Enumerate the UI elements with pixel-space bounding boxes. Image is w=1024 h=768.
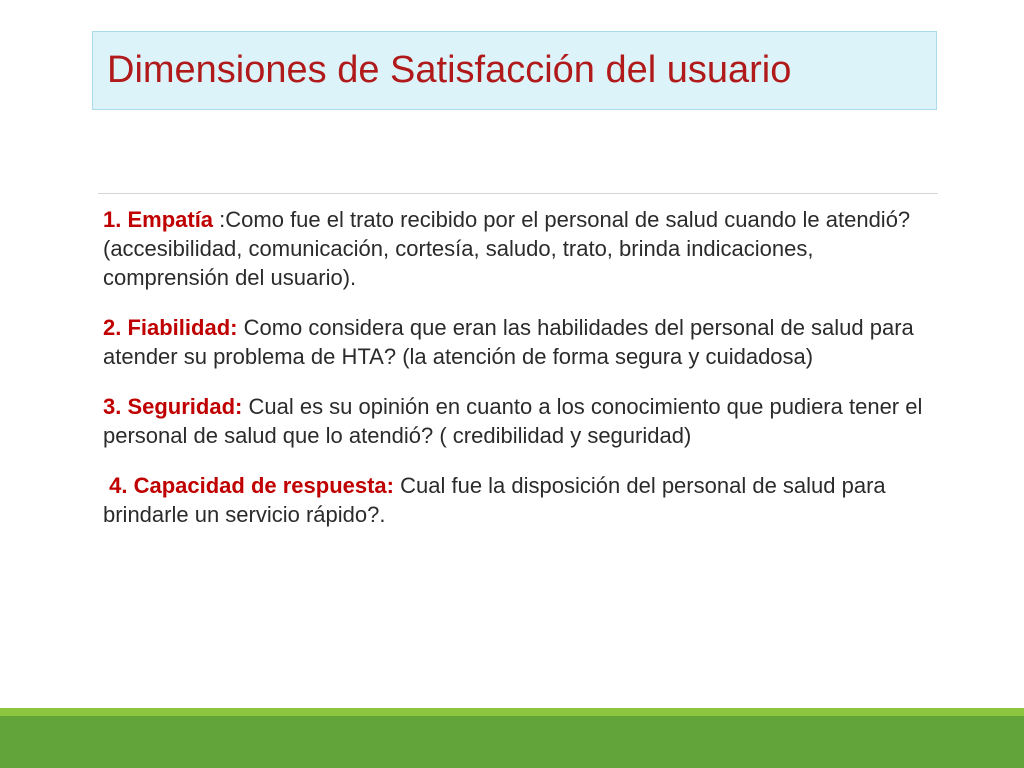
content-list — [103, 205, 933, 550]
divider — [98, 193, 938, 194]
list-item-fiabilidad — [103, 313, 933, 371]
item-label: 3. Seguridad: — [103, 394, 243, 419]
item-text: Como considera que eran las habilidades del personal de salud para atender su problema de HTA? (la atención de forma segura y cuidadosa) — [103, 315, 914, 369]
list-item-seguridad — [103, 392, 933, 450]
title-box — [92, 31, 937, 110]
item-text: Cual es su opinión en cuanto a los conocimiento que pudiera tener el personal de salud que lo atendió? ( credibilidad y seguridad) — [103, 394, 923, 448]
list-item-capacidad-respuesta — [103, 471, 933, 529]
slide-title: Dimensiones de Satisfacción del usuario — [107, 49, 792, 91]
item-text: :Como fue el trato recibido por el personal de salud cuando le atendió? (accesibilidad, comunicación, cortesía, saludo, trato, brinda indicaciones, comprensión del usuario). — [103, 207, 911, 290]
list-item-empatia — [103, 205, 933, 292]
item-label: 1. Empatía — [103, 207, 220, 232]
footer-bar — [0, 716, 1024, 768]
item-label: 4. Capacidad de respuesta: — [103, 473, 394, 498]
item-text: Cual fue la disposición del personal de salud para brindarle un servicio rápido?. — [103, 473, 886, 527]
footer-bar-light — [0, 708, 1024, 716]
item-label: 2. Fiabilidad: — [103, 315, 238, 340]
